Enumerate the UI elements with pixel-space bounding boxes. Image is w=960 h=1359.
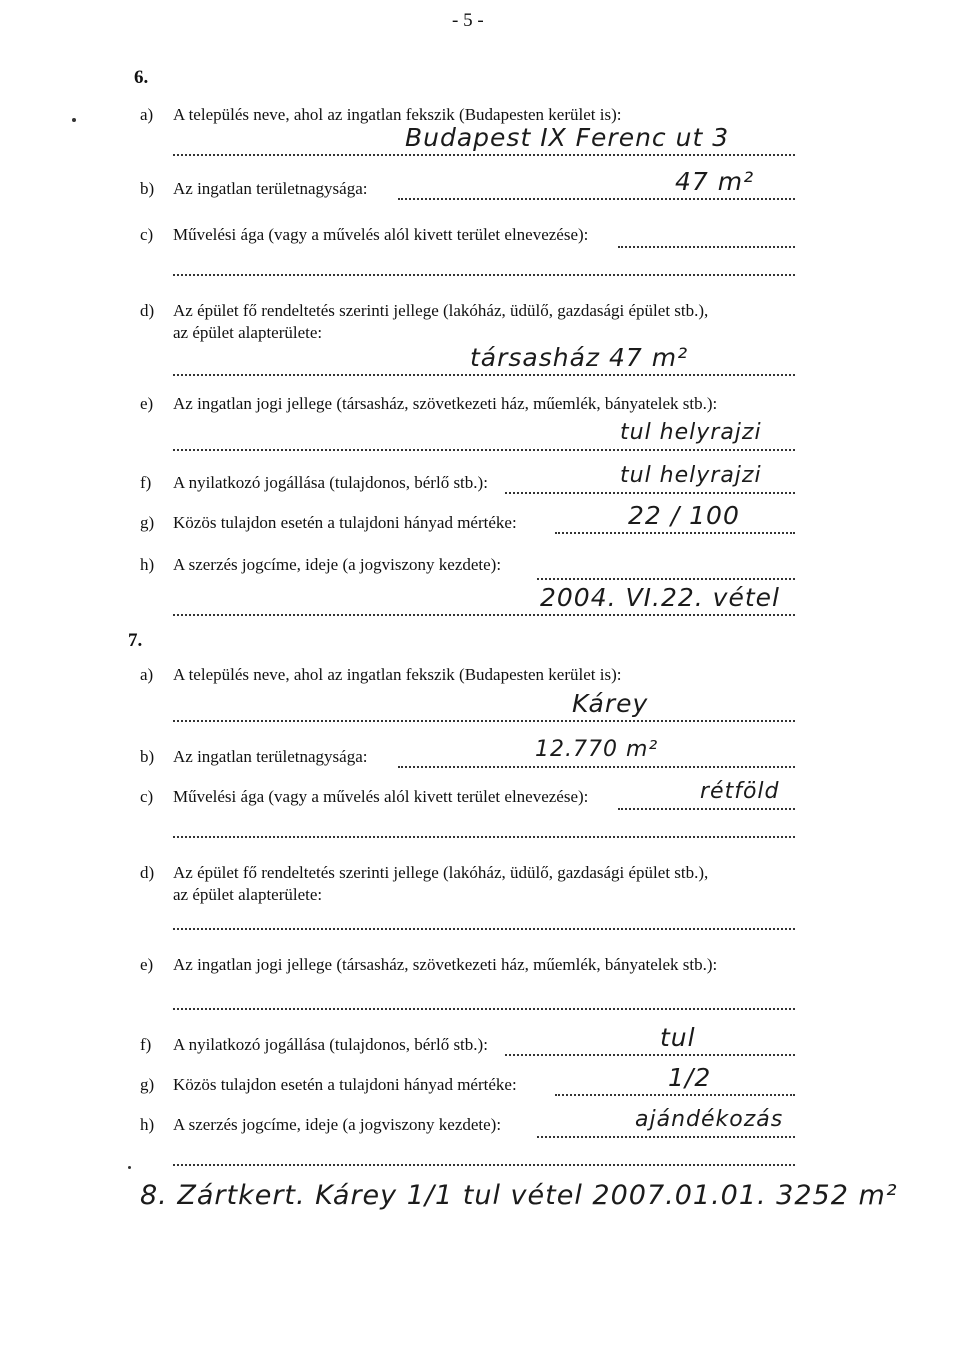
row-letter: g) (140, 513, 155, 532)
handwritten-answer: 22 / 100 (628, 501, 740, 530)
row-label: Közös tulajdon esetén a tulajdoni hányad mértéke: (173, 513, 517, 532)
section-number: 7. (128, 630, 143, 651)
form-row (140, 737, 795, 772)
handwritten-answer: Kárey (572, 689, 649, 718)
dotted-line (173, 928, 795, 930)
dotted-line (618, 808, 795, 810)
row-letter: e) (140, 394, 154, 413)
row-letter: d) (140, 863, 155, 882)
row-letter: d) (140, 301, 155, 320)
dotted-line (537, 578, 795, 580)
row-label: Az épület fő rendeltetés szerinti jellege (lakóház, üdülő, gazdasági épület stb.), (173, 863, 709, 882)
form-row (140, 100, 795, 160)
handwritten-answer: Budapest IX Ferenc ut 3 (405, 123, 730, 152)
form-row (140, 220, 795, 280)
form-row (140, 550, 795, 620)
row-label: Az ingatlan területnagysága: (173, 747, 368, 766)
form-row (140, 1063, 795, 1100)
dotted-line (173, 1164, 795, 1166)
scan-speck (128, 1166, 131, 1169)
handwritten-answer: tul helyrajzi (620, 420, 762, 445)
dotted-line (398, 198, 795, 200)
row-sublabel: az épület alapterülete: (173, 323, 323, 342)
row-label: A település neve, ahol az ingatlan fekszik (Budapesten kerület is): (173, 665, 622, 684)
handwritten-answer: 1/2 (668, 1063, 712, 1092)
scan-speck (72, 118, 76, 122)
row-label: A szerzés jogcíme, ideje (a jogviszony kezdete): (173, 555, 502, 574)
handwritten-answer: tul (660, 1023, 696, 1052)
row-label: Művelési ága (vagy a művelés alól kivett terület elnevezése): (173, 787, 589, 806)
dotted-line (173, 274, 795, 276)
form-row (140, 389, 795, 455)
form-row (140, 660, 795, 726)
dotted-line (173, 614, 795, 616)
dotted-line (173, 154, 795, 156)
row-sublabel: az épület alapterülete: (173, 885, 323, 904)
dotted-line (173, 449, 795, 451)
handwritten-answer: rétföld (700, 779, 780, 804)
dotted-line (173, 720, 795, 722)
row-label: A nyilatkozó jogállása (tulajdonos, bérlő stb.): (173, 1035, 488, 1054)
dotted-line (505, 1054, 795, 1056)
handwritten-answer: 47 m² (675, 167, 755, 196)
form-row (140, 1107, 795, 1170)
row-label: Az ingatlan jogi jellege (társasház, szövetkezeti ház, műemlék, bányatelek stb.): (173, 394, 718, 413)
section-number: 6. (134, 67, 149, 88)
dotted-line (537, 1136, 795, 1138)
handwritten-answer: tul helyrajzi (620, 463, 762, 488)
dotted-line (398, 766, 795, 768)
row-letter: c) (140, 225, 154, 244)
dotted-line (173, 1008, 795, 1010)
row-label: Az ingatlan jogi jellege (társasház, szövetkezeti ház, műemlék, bányatelek stb.): (173, 955, 718, 974)
row-letter: h) (140, 555, 155, 574)
row-letter: h) (140, 1115, 155, 1134)
handwritten-answer: 12.770 m² (535, 737, 659, 762)
dotted-line (618, 246, 795, 248)
form-row (140, 296, 795, 380)
form-row (140, 858, 795, 934)
handwritten-line-8: 8. Zártkert. Kárey 1/1 tul vétel 2007.01.01. 3252 m² (140, 1180, 898, 1211)
row-label: Az ingatlan területnagysága: (173, 179, 368, 198)
form-row (140, 463, 795, 498)
handwritten-answer: 2004. VI.22. vétel (540, 583, 780, 612)
row-label: Az épület fő rendeltetés szerinti jellege (lakóház, üdülő, gazdasági épület stb.), (173, 301, 709, 320)
handwritten-answer: társasház 47 m² (470, 343, 689, 372)
row-label: A település neve, ahol az ingatlan fekszik (Budapesten kerület is): (173, 105, 622, 124)
row-letter: a) (140, 665, 154, 684)
dotted-line (173, 836, 795, 838)
row-letter: e) (140, 955, 154, 974)
form-row (140, 501, 795, 538)
dotted-line (505, 492, 795, 494)
row-label: A szerzés jogcíme, ideje (a jogviszony kezdete): (173, 1115, 502, 1134)
form-row (140, 1023, 795, 1060)
dotted-line (555, 1094, 795, 1096)
dotted-line (173, 374, 795, 376)
row-letter: b) (140, 747, 155, 766)
row-letter: g) (140, 1075, 155, 1094)
row-label: Közös tulajdon esetén a tulajdoni hányad mértéke: (173, 1075, 517, 1094)
dotted-line (555, 532, 795, 534)
row-letter: f) (140, 473, 152, 492)
form-row (140, 950, 795, 1014)
form-row (140, 167, 795, 204)
row-label: Művelési ága (vagy a művelés alól kivett terület elnevezése): (173, 225, 589, 244)
row-letter: b) (140, 179, 155, 198)
handwritten-answer: ajándékozás (635, 1107, 784, 1132)
row-letter: f) (140, 1035, 152, 1054)
row-label: A nyilatkozó jogállása (tulajdonos, bérlő stb.): (173, 473, 488, 492)
page-number: - 5 - (452, 10, 484, 31)
row-letter: a) (140, 105, 154, 124)
row-letter: c) (140, 787, 154, 806)
form-row (140, 779, 795, 842)
